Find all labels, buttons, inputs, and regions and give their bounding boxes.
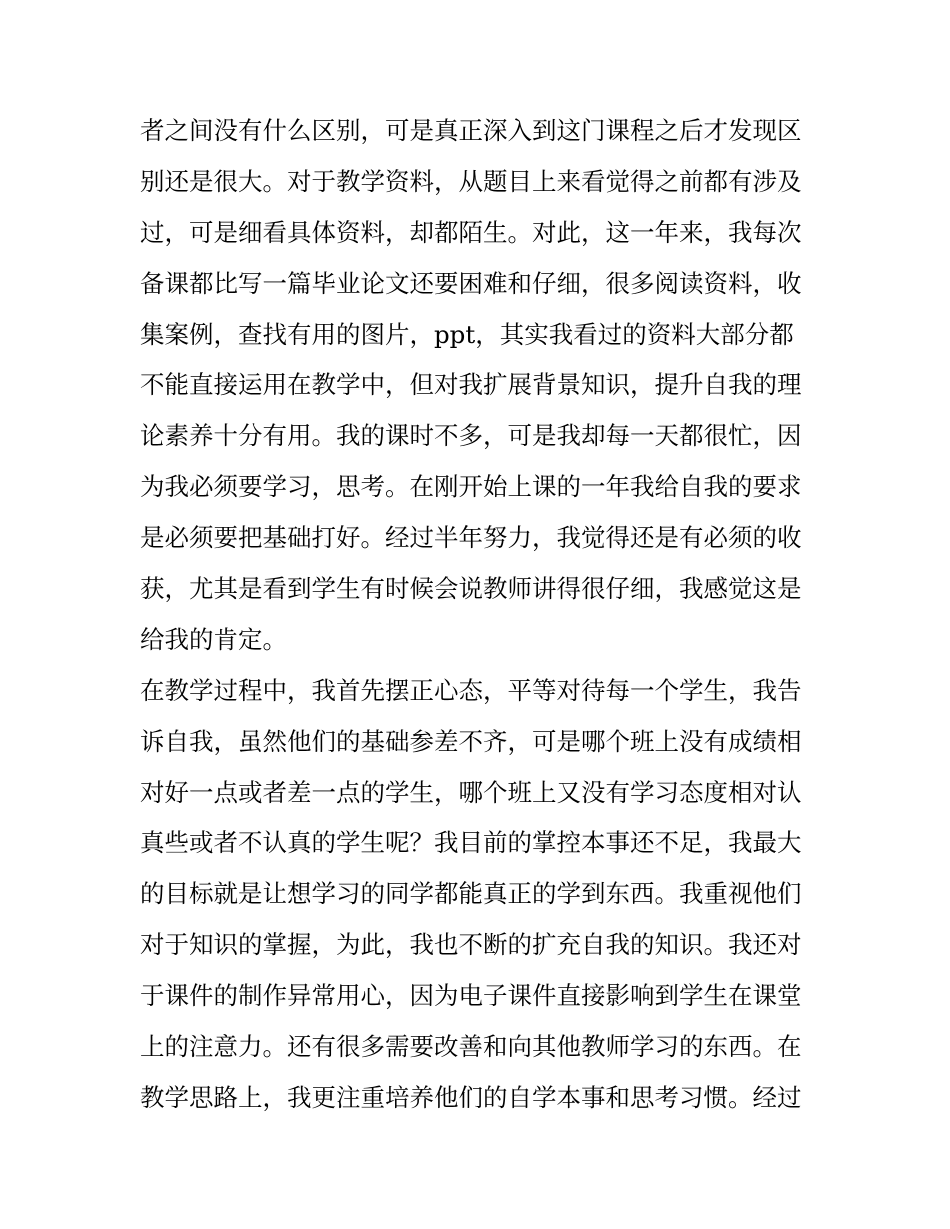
text-line: 获，尤其是看到学生有时候会说教师讲得很仔细，我感觉这是 bbox=[140, 574, 802, 604]
text-line: 者之间没有什么区别，可是真正深入到这门课程之后才发现区 bbox=[140, 116, 802, 145]
text-line: 教学思路上，我更注重培养他们的自学本事和思考习惯。经过 bbox=[140, 1082, 802, 1112]
text-line: 在教学过程中，我首先摆正心态，平等对待每一个学生，我告 bbox=[140, 675, 802, 705]
text-line: 的目标就是让想学习的同学都能真正的学到东西。我重视他们 bbox=[140, 879, 802, 909]
text-line: 对于知识的掌握，为此，我也不断的扩充自我的知识。我还对 bbox=[140, 930, 802, 960]
text-line: 为我必须要学习，思考。在刚开始上课的一年我给自我的要求 bbox=[140, 472, 802, 502]
text-line: 论素养十分有用。我的课时不多，可是我却每一天都很忙，因 bbox=[140, 421, 802, 451]
text-line: 上的注意力。还有很多需要改善和向其他教师学习的东西。在 bbox=[140, 1032, 802, 1062]
text-line: 于课件的制作异常用心，因为电子课件直接影响到学生在课堂 bbox=[140, 981, 802, 1011]
body-text bbox=[140, 106, 830, 1124]
text-line: 不能直接运用在教学中，但对我扩展背景知识，提升自我的理 bbox=[140, 370, 802, 400]
text-line: 给我的肯定。 bbox=[140, 624, 287, 654]
text-line: 真些或者不认真的学生呢？我目前的掌控本事还不足，我最大 bbox=[140, 828, 802, 858]
text-line: 对好一点或者差一点的学生，哪个班上又没有学习态度相对认 bbox=[140, 777, 802, 807]
text-line: 过，可是细看具体资料，却都陌生。对此，这一年来，我每次 bbox=[140, 217, 802, 247]
text-line: 备课都比写一篇毕业论文还要困难和仔细，很多阅读资料，收 bbox=[140, 268, 802, 298]
text-line: 集案例，查找有用的图片，ppt，其实我看过的资料大部分都 bbox=[140, 319, 794, 349]
text-line: 别还是很大。对于教学资料，从题目上来看觉得之前都有涉及 bbox=[140, 166, 802, 196]
text-line: 是必须要把基础打好。经过半年努力，我觉得还是有必须的收 bbox=[140, 523, 802, 553]
text-line: 诉自我，虽然他们的基础参差不齐，可是哪个班上没有成绩相 bbox=[140, 726, 802, 756]
